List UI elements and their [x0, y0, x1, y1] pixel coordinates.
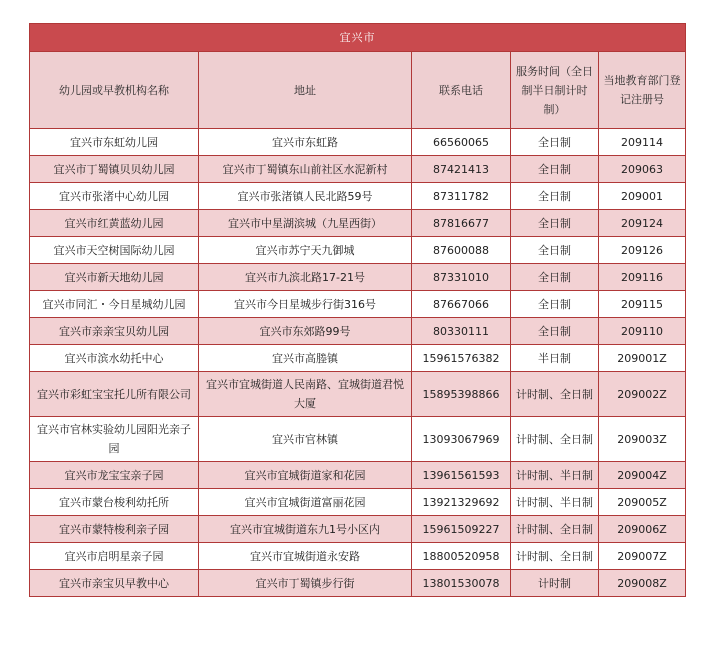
- table-row: [30, 489, 686, 516]
- table-row: [30, 543, 686, 570]
- cell-address: 宜兴市张渚镇人民北路59号: [199, 183, 412, 210]
- table-row: [30, 516, 686, 543]
- cell-name: 宜兴市蒙特梭利亲子园: [30, 516, 199, 543]
- cell-service-time: 全日制: [511, 210, 599, 237]
- cell-service-time: 全日制: [511, 237, 599, 264]
- cell-registration-number: 209003Z: [599, 417, 686, 462]
- cell-address: 宜兴市宜城街道人民南路、宜城街道君悦大厦: [199, 372, 412, 417]
- cell-phone: 87311782: [412, 183, 511, 210]
- cell-address: 宜兴市苏宁天九御城: [199, 237, 412, 264]
- cell-phone: 15961509227: [412, 516, 511, 543]
- cell-address: 宜兴市东郊路99号: [199, 318, 412, 345]
- cell-name: 宜兴市彩虹宝宝托儿所有限公司: [30, 372, 199, 417]
- header-name: 幼儿园或早教机构名称: [30, 52, 199, 129]
- cell-name: 宜兴市蒙台梭利幼托所: [30, 489, 199, 516]
- table-row: [30, 570, 686, 597]
- cell-name: 宜兴市亲宝贝早教中心: [30, 570, 199, 597]
- header-address: 地址: [199, 52, 412, 129]
- cell-service-time: 计时制、全日制: [511, 543, 599, 570]
- cell-address: 宜兴市宜城街道东九1号小区内: [199, 516, 412, 543]
- cell-registration-number: 209115: [599, 291, 686, 318]
- cell-service-time: 全日制: [511, 264, 599, 291]
- cell-registration-number: 209007Z: [599, 543, 686, 570]
- cell-service-time: 全日制: [511, 318, 599, 345]
- kindergarten-table: [29, 23, 686, 597]
- header-row: [30, 52, 686, 129]
- cell-address: 宜兴市宜城街道家和花园: [199, 462, 412, 489]
- cell-registration-number: 209005Z: [599, 489, 686, 516]
- cell-name: 宜兴市官林实验幼儿园阳光亲子园: [30, 417, 199, 462]
- cell-address: 宜兴市九滨北路17-21号: [199, 264, 412, 291]
- cell-name: 宜兴市丁蜀镇贝贝幼儿园: [30, 156, 199, 183]
- cell-name: 宜兴市红黄蓝幼儿园: [30, 210, 199, 237]
- table-row: [30, 345, 686, 372]
- table-row: [30, 291, 686, 318]
- cell-address: 宜兴市丁蜀镇东山前社区水泥新村: [199, 156, 412, 183]
- cell-registration-number: 209116: [599, 264, 686, 291]
- cell-phone: 87421413: [412, 156, 511, 183]
- cell-registration-number: 209006Z: [599, 516, 686, 543]
- cell-address: 宜兴市高塍镇: [199, 345, 412, 372]
- cell-name: 宜兴市启明星亲子园: [30, 543, 199, 570]
- cell-phone: 13801530078: [412, 570, 511, 597]
- cell-registration-number: 209114: [599, 129, 686, 156]
- cell-phone: 87600088: [412, 237, 511, 264]
- cell-phone: 13961561593: [412, 462, 511, 489]
- cell-name: 宜兴市同汇・今日星城幼儿园: [30, 291, 199, 318]
- table-row: [30, 237, 686, 264]
- table-row: [30, 210, 686, 237]
- cell-service-time: 全日制: [511, 156, 599, 183]
- cell-registration-number: 209124: [599, 210, 686, 237]
- cell-phone: 15895398866: [412, 372, 511, 417]
- header-service-time: 服务时间（全日制半日制计时制）: [511, 52, 599, 129]
- cell-phone: 66560065: [412, 129, 511, 156]
- cell-address: 宜兴市丁蜀镇步行街: [199, 570, 412, 597]
- cell-service-time: 计时制、半日制: [511, 462, 599, 489]
- cell-service-time: 计时制、全日制: [511, 417, 599, 462]
- cell-name: 宜兴市张渚中心幼儿园: [30, 183, 199, 210]
- cell-address: 宜兴市今日星城步行街316号: [199, 291, 412, 318]
- cell-phone: 80330111: [412, 318, 511, 345]
- cell-address: 宜兴市宜城街道永安路: [199, 543, 412, 570]
- cell-registration-number: 209001: [599, 183, 686, 210]
- cell-service-time: 计时制、全日制: [511, 372, 599, 417]
- table-row: [30, 462, 686, 489]
- cell-service-time: 计时制、半日制: [511, 489, 599, 516]
- cell-name: 宜兴市新天地幼儿园: [30, 264, 199, 291]
- header-registration-number: 当地教育部门登记注册号: [599, 52, 686, 129]
- header-phone: 联系电话: [412, 52, 511, 129]
- table-row: [30, 183, 686, 210]
- cell-address: 宜兴市宜城街道富丽花园: [199, 489, 412, 516]
- table-row: [30, 156, 686, 183]
- cell-service-time: 全日制: [511, 291, 599, 318]
- table-row: [30, 318, 686, 345]
- table-row: [30, 129, 686, 156]
- cell-address: 宜兴市东虹路: [199, 129, 412, 156]
- cell-registration-number: 209001Z: [599, 345, 686, 372]
- cell-registration-number: 209002Z: [599, 372, 686, 417]
- cell-phone: 13921329692: [412, 489, 511, 516]
- cell-service-time: 计时制: [511, 570, 599, 597]
- cell-phone: 87667066: [412, 291, 511, 318]
- table-row: [30, 264, 686, 291]
- cell-registration-number: 209063: [599, 156, 686, 183]
- cell-phone: 13093067969: [412, 417, 511, 462]
- cell-service-time: 半日制: [511, 345, 599, 372]
- cell-registration-number: 209126: [599, 237, 686, 264]
- cell-address: 宜兴市中星湖滨城（九星西街）: [199, 210, 412, 237]
- cell-phone: 87816677: [412, 210, 511, 237]
- table-caption-row: [30, 24, 686, 52]
- cell-name: 宜兴市亲亲宝贝幼儿园: [30, 318, 199, 345]
- cell-service-time: 计时制、全日制: [511, 516, 599, 543]
- cell-phone: 15961576382: [412, 345, 511, 372]
- table-row: [30, 417, 686, 462]
- cell-name: 宜兴市天空树国际幼儿园: [30, 237, 199, 264]
- cell-registration-number: 209004Z: [599, 462, 686, 489]
- cell-phone: 87331010: [412, 264, 511, 291]
- cell-name: 宜兴市东虹幼儿园: [30, 129, 199, 156]
- cell-name: 宜兴市龙宝宝亲子园: [30, 462, 199, 489]
- table-title: 宜兴市: [30, 24, 686, 52]
- cell-service-time: 全日制: [511, 183, 599, 210]
- cell-registration-number: 209008Z: [599, 570, 686, 597]
- cell-service-time: 全日制: [511, 129, 599, 156]
- cell-phone: 18800520958: [412, 543, 511, 570]
- cell-registration-number: 209110: [599, 318, 686, 345]
- cell-address: 宜兴市官林镇: [199, 417, 412, 462]
- cell-name: 宜兴市滨水幼托中心: [30, 345, 199, 372]
- table-row: [30, 372, 686, 417]
